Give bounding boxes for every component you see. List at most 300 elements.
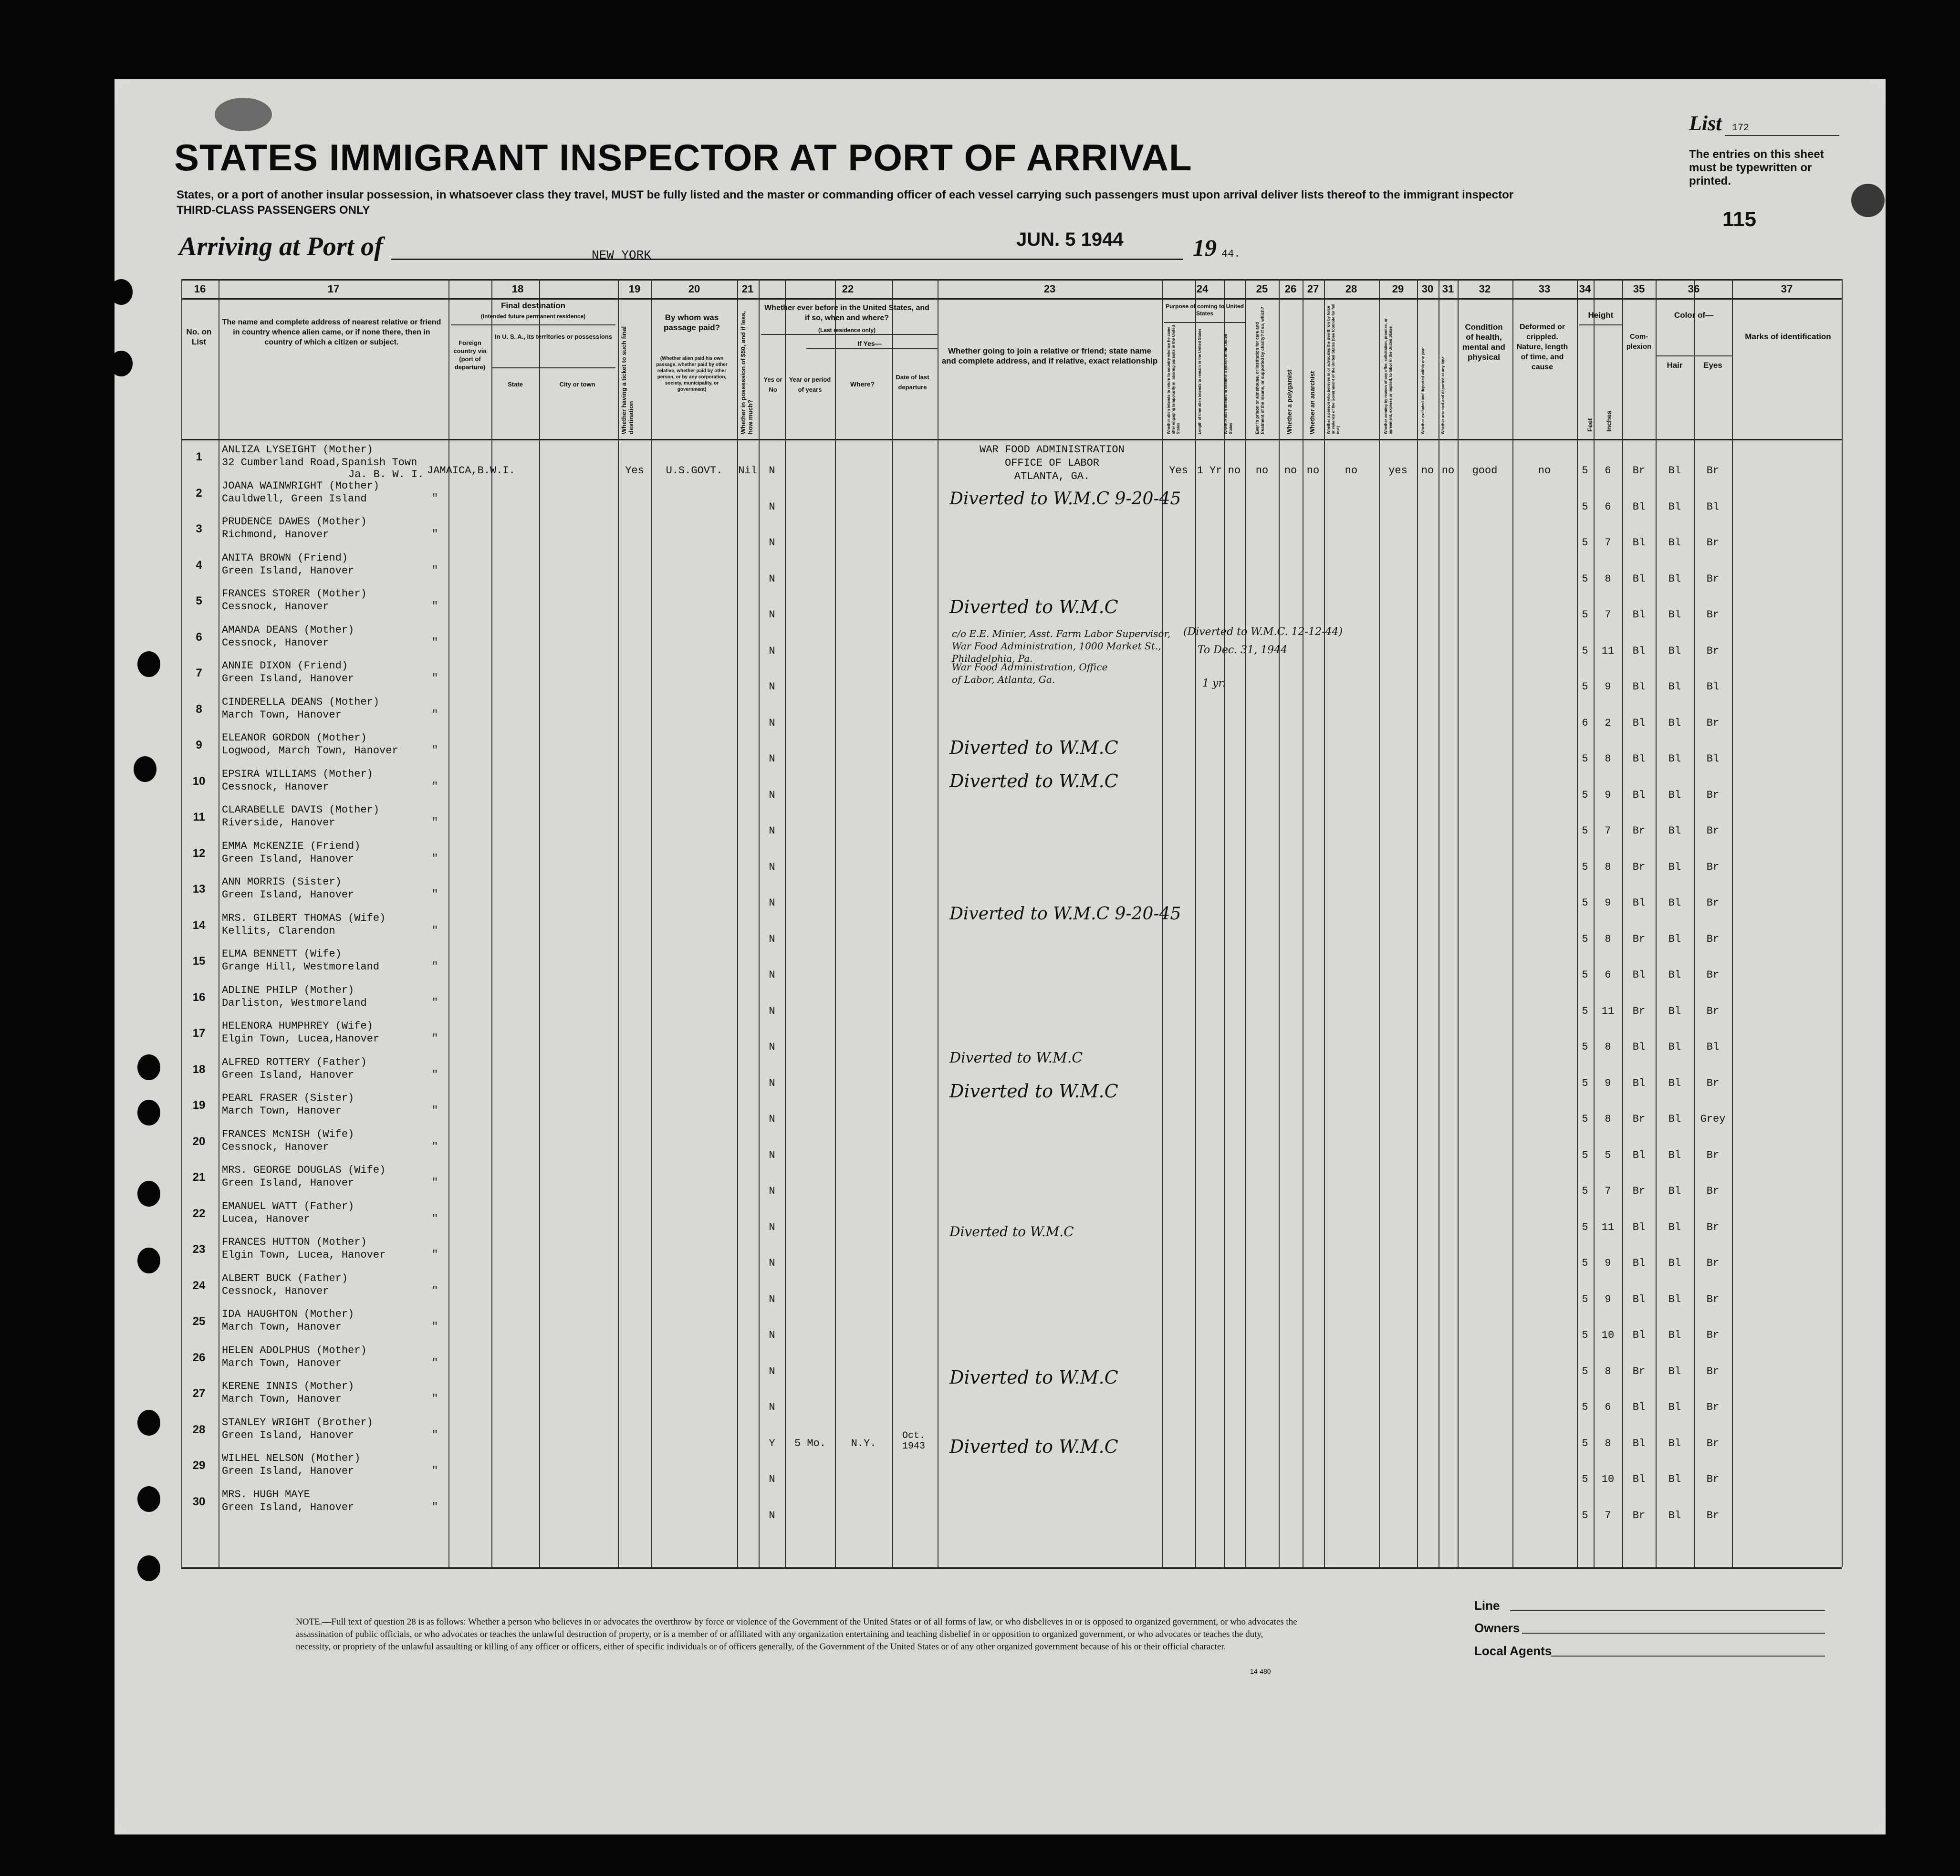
complexion-cell: Br: [1632, 465, 1646, 477]
row-number: 24: [192, 1279, 206, 1292]
handwritten-note: Diverted to W.M.C: [949, 737, 1118, 758]
relative-address: Cessnock, Hanover: [222, 636, 329, 649]
column-number: 27: [1307, 283, 1319, 295]
before-in-us-cell: N: [769, 1257, 775, 1269]
row-number: 18: [192, 1063, 206, 1076]
inches-cell: 8: [1605, 1113, 1611, 1125]
ditto-mark: ": [432, 1068, 438, 1081]
feet-cell: 5: [1582, 1365, 1588, 1377]
period-cell: 5 Mo.: [794, 1437, 826, 1449]
eyes-cell: Br: [1706, 969, 1720, 981]
complexion-cell: Bl: [1632, 1473, 1646, 1485]
table-row: [181, 1164, 1842, 1200]
relative-address: Cessnock, Hanover: [222, 601, 329, 613]
inches-cell: 6: [1605, 500, 1611, 513]
header-purpose-a: Whether alien intends to return to country whence he came after engaging temporarily in laboring pursuits in the United States: [1167, 325, 1180, 434]
before-in-us-cell: N: [769, 465, 775, 477]
relative-name: ANNIE DIXON (Friend): [222, 660, 348, 672]
subheader-rule: [451, 324, 615, 325]
ditto-mark: ": [432, 780, 438, 792]
table-row: [181, 984, 1842, 1020]
header-color-of: Color of—: [1674, 311, 1714, 320]
relative-name: CINDERELLA DEANS (Mother): [222, 696, 380, 708]
hair-cell: Bl: [1668, 969, 1681, 981]
handwritten-note: Diverted to W.M.C: [949, 1436, 1118, 1457]
before-in-us-cell: N: [769, 1365, 775, 1377]
column-number: 37: [1781, 283, 1793, 295]
relative-address: Richmond, Hanover: [222, 529, 329, 541]
header-q28: Whether a person who believes in or advocates the overthrow by force or violence of the Government of the United States (See footnote for full text): [1326, 303, 1340, 434]
before-in-us-cell: N: [769, 1185, 775, 1197]
binder-hole: [110, 351, 133, 376]
header-q29: Whether coming by reason of any offer, solicitation, promise, or agreement, express or implied, to labor in the United States: [1384, 318, 1393, 434]
hair-cell: Bl: [1668, 717, 1681, 729]
row-number: 4: [196, 558, 202, 572]
relative-address: Elgin Town, Lucea,Hanover: [222, 1033, 380, 1045]
inches-cell: 9: [1605, 681, 1611, 693]
hair-cell: Bl: [1668, 465, 1681, 477]
column-number: 33: [1538, 283, 1551, 295]
column-number: 22: [842, 283, 854, 295]
header-bottom-rule: [181, 439, 1842, 440]
relative-name: EMANUEL WATT (Father): [222, 1200, 354, 1212]
header-purpose-c: Whether alien intends to become a citizen of the United States: [1224, 334, 1233, 434]
eyes-cell: Br: [1706, 1257, 1720, 1269]
line-underline: [1510, 1610, 1825, 1611]
complexion-cell: Bl: [1632, 1221, 1646, 1233]
eyes-cell: Br: [1706, 861, 1720, 873]
feet-cell: 5: [1582, 681, 1588, 693]
table-row: [181, 1272, 1842, 1308]
relative-name: PEARL FRASER (Sister): [222, 1092, 354, 1104]
row-number: 22: [192, 1207, 206, 1220]
relative-name: ANLIZA LYSEIGHT (Mother): [222, 444, 373, 456]
relative-address: Green Island, Hanover: [222, 1069, 354, 1081]
complexion-cell: Br: [1632, 1185, 1646, 1197]
list-underline: [1725, 135, 1839, 136]
table-row: [181, 1308, 1842, 1344]
inches-cell: 10: [1601, 1329, 1615, 1341]
complexion-cell: Bl: [1632, 1257, 1646, 1269]
row-number: 6: [196, 630, 202, 644]
complexion-cell: Bl: [1632, 500, 1646, 513]
colnum-rule: [181, 298, 1842, 300]
before-in-us-cell: N: [769, 753, 775, 765]
inches-cell: 7: [1605, 1185, 1611, 1197]
feet-cell: 5: [1582, 1509, 1588, 1522]
column-rule: [1842, 279, 1843, 1567]
hair-cell: Bl: [1668, 1113, 1681, 1125]
before-in-us-cell: N: [769, 1221, 775, 1233]
binder-hole: [137, 1555, 160, 1581]
feet-cell: 5: [1582, 1113, 1588, 1125]
inches-cell: 7: [1605, 537, 1611, 549]
eyes-cell: Br: [1706, 825, 1720, 837]
feet-cell: 5: [1582, 1293, 1588, 1305]
hair-cell: Bl: [1668, 1329, 1681, 1341]
relative-name: FRANCES McNISH (Wife): [222, 1128, 354, 1140]
owners-underline: [1522, 1633, 1825, 1634]
feet-cell: 5: [1582, 1401, 1588, 1413]
table-row: [181, 696, 1842, 732]
inches-cell: 5: [1605, 1149, 1611, 1161]
ditto-mark: ": [432, 888, 438, 900]
table-row: [181, 444, 1842, 479]
handwritten-note: Diverted to W.M.C 9-20-45: [949, 904, 1181, 924]
header-final-destination-note: (Intended future permanent residence): [480, 313, 586, 320]
ditto-mark: ": [432, 1465, 438, 1477]
ditto-mark: ": [432, 1393, 438, 1405]
inches-cell: 7: [1605, 609, 1611, 621]
inches-cell: 9: [1605, 1293, 1611, 1305]
table-row: [181, 1489, 1842, 1524]
relative-address: Green Island, Hanover: [222, 1501, 354, 1513]
column-number: 34: [1579, 283, 1591, 295]
hair-cell: Bl: [1668, 1473, 1681, 1485]
header-purpose-b: Length of time alien intends to remain in the United States: [1198, 328, 1202, 434]
excluded-cell: no: [1421, 465, 1434, 477]
feet-cell: 5: [1582, 1257, 1588, 1269]
local-agents-label: Local Agents: [1474, 1644, 1552, 1658]
feet-cell: 5: [1582, 645, 1588, 657]
relative-address: 32 Cumberland Road,Spanish Town: [222, 457, 417, 469]
row-number: 20: [192, 1135, 206, 1148]
table-bottom-rule: [181, 1567, 1842, 1569]
ink-stain: [1851, 184, 1885, 217]
handwritten-note: (Diverted to W.M.C. 12-12-44): [1183, 626, 1343, 638]
column-number: 29: [1392, 283, 1404, 295]
relative-name: PRUDENCE DAWES (Mother): [222, 516, 367, 528]
handwritten-note: War Food Administration, Office of Labor, Atlanta, Ga.: [952, 661, 1108, 685]
binder-hole: [137, 1248, 160, 1273]
inches-cell: 8: [1605, 1041, 1611, 1053]
inches-cell: 11: [1601, 1221, 1615, 1233]
table-top-rule: [181, 279, 1842, 281]
ditto-mark: ": [432, 1356, 438, 1369]
before-in-us-cell: N: [769, 681, 775, 693]
handwritten-note: Diverted to W.M.C: [949, 1050, 1083, 1066]
entries-instruction: The entries on this sheet must be typewritten or printed.: [1689, 148, 1824, 188]
purpose-a-cell: Yes: [1169, 465, 1188, 477]
inches-cell: 6: [1605, 969, 1611, 981]
eyes-cell: Br: [1706, 465, 1720, 477]
before-in-us-cell: N: [769, 537, 775, 549]
binder-hole: [137, 1181, 160, 1207]
feet-cell: 5: [1582, 1221, 1588, 1233]
complexion-cell: Br: [1632, 1113, 1646, 1125]
handwritten-note: To Dec. 31, 1944: [1198, 644, 1288, 656]
header-arrested: Whether arrested and deported at any time: [1441, 356, 1445, 434]
ditto-mark: ": [432, 672, 438, 684]
relative-name: EPSIRA WILLIAMS (Mother): [222, 768, 373, 780]
column-number: 26: [1284, 283, 1297, 295]
ditto-mark: ": [432, 600, 438, 612]
ink-stain: [215, 98, 272, 131]
complexion-cell: Br: [1632, 1365, 1646, 1377]
eyes-cell: Br: [1706, 537, 1720, 549]
complexion-cell: Br: [1632, 861, 1646, 873]
complexion-cell: Bl: [1632, 609, 1646, 621]
manifest-sheet: [115, 79, 1886, 1834]
ditto-mark: ": [432, 564, 438, 576]
ditto-mark: ": [432, 1321, 438, 1333]
handwritten-note: Diverted to W.M.C: [949, 1224, 1074, 1240]
feet-cell: 5: [1582, 1473, 1588, 1485]
feet-cell: 5: [1582, 1185, 1588, 1197]
header-ticket: Whether having a ticket to such final destination: [620, 326, 635, 434]
eyes-cell: Br: [1706, 1473, 1720, 1485]
relative-name: ADLINE PHILP (Mother): [222, 984, 354, 996]
handwritten-note: Diverted to W.M.C: [949, 596, 1118, 617]
hair-cell: Bl: [1668, 933, 1681, 945]
complexion-cell: Br: [1632, 825, 1646, 837]
hair-cell: Bl: [1668, 1221, 1681, 1233]
row-number: 28: [192, 1423, 206, 1436]
header-hair: Hair: [1667, 361, 1683, 370]
row-number: 17: [192, 1027, 206, 1040]
table-row: [181, 1236, 1842, 1272]
ditto-mark: ": [432, 528, 438, 540]
eyes-cell: Br: [1706, 1185, 1720, 1197]
row-number: 30: [192, 1495, 206, 1508]
feet-cell: 5: [1582, 1005, 1588, 1017]
inches-cell: 11: [1601, 1005, 1615, 1017]
header-anarchist: Whether an anarchist: [1309, 371, 1316, 434]
feet-cell: 5: [1582, 825, 1588, 837]
hair-cell: Bl: [1668, 609, 1681, 621]
ditto-mark: ": [432, 708, 438, 720]
year-suffix: 44.: [1221, 248, 1241, 260]
before-in-us-cell: N: [769, 1149, 775, 1161]
eyes-cell: Br: [1706, 645, 1720, 657]
header-ever-before: Whether ever before in the United States, and if so, when and where?: [764, 304, 929, 322]
hair-cell: Bl: [1668, 500, 1681, 513]
port-value: NEW YORK: [592, 248, 651, 262]
deformed-cell: no: [1538, 465, 1551, 477]
eyes-cell: Grey: [1700, 1113, 1726, 1125]
header-excluded: Whether excluded and deported within one year: [1421, 347, 1425, 434]
relative-name: ELEANOR GORDON (Mother): [222, 732, 367, 744]
row-number: 8: [196, 702, 202, 716]
before-in-us-cell: N: [769, 969, 775, 981]
relative-name: HELENORA HUMPHREY (Wife): [222, 1020, 373, 1032]
column-number: 28: [1345, 283, 1357, 295]
complexion-cell: Br: [1632, 1005, 1646, 1017]
ditto-mark: ": [432, 1249, 438, 1261]
hair-cell: Bl: [1668, 1185, 1681, 1197]
ditto-mark: ": [432, 1428, 438, 1441]
typed-war-food-3: ATLANTA, GA.: [1014, 470, 1090, 482]
eyes-cell: Br: [1706, 933, 1720, 945]
passage-paid-cell: U.S.GOVT.: [666, 465, 723, 477]
relative-address: Logwood, March Town, Hanover: [222, 745, 398, 757]
relative-name: HELEN ADOLPHUS (Mother): [222, 1344, 367, 1356]
complexion-cell: Bl: [1632, 1401, 1646, 1413]
complexion-cell: Br: [1632, 1509, 1646, 1522]
health-cell: good: [1472, 465, 1498, 477]
before-in-us-cell: N: [769, 717, 775, 729]
inches-cell: 6: [1605, 465, 1611, 477]
column-number: 36: [1688, 283, 1700, 295]
table-row: [181, 1452, 1842, 1488]
header-prison: Ever in prison or almshouse, or institution for care and treatment of the insane, or supported by charity? If so, which?: [1255, 306, 1265, 434]
column-number: 23: [1043, 283, 1056, 295]
row-number: 21: [192, 1171, 206, 1184]
ticket-cell: Yes: [625, 465, 644, 477]
ditto-mark: ": [432, 924, 438, 937]
ditto-mark: ": [432, 1284, 438, 1297]
complexion-cell: Bl: [1632, 1293, 1646, 1305]
header-height: Height: [1588, 311, 1614, 320]
row-number: 10: [192, 774, 206, 788]
ditto-mark: ": [432, 1177, 438, 1188]
ditto-mark: ": [432, 852, 438, 865]
polygamist-cell: no: [1284, 465, 1297, 477]
complexion-cell: Bl: [1632, 753, 1646, 765]
inches-cell: 2: [1605, 717, 1611, 729]
handwritten-note: 1 yr.: [1202, 677, 1226, 689]
ditto-mark: ": [432, 1140, 438, 1153]
relative-address: March Town, Hanover: [222, 1105, 342, 1117]
before-in-us-cell: N: [769, 1509, 775, 1522]
hair-cell: Bl: [1668, 537, 1681, 549]
ditto-mark: ": [432, 996, 438, 1009]
relative-address: Green Island, Hanover: [222, 564, 354, 577]
binder-hole: [137, 651, 160, 677]
hair-cell: Bl: [1668, 861, 1681, 873]
hair-cell: Bl: [1668, 825, 1681, 837]
column-number: 18: [511, 283, 524, 295]
row-number: 1: [196, 450, 202, 463]
ditto-mark: ": [432, 960, 438, 972]
hair-cell: Bl: [1668, 897, 1681, 909]
eyes-cell: Bl: [1706, 1041, 1720, 1053]
complexion-cell: Bl: [1632, 1149, 1646, 1161]
before-in-us-cell: N: [769, 645, 775, 657]
relative-address: March Town, Hanover: [222, 1393, 342, 1405]
header-feet: Feet: [1586, 418, 1594, 432]
before-in-us-cell: Y: [769, 1437, 775, 1449]
purpose-c-cell: no: [1228, 465, 1241, 477]
row-number: 9: [196, 739, 202, 751]
eyes-cell: Br: [1706, 1437, 1720, 1449]
relative-name: MRS. HUGH MAYE: [222, 1488, 310, 1501]
relative-address: Kellits, Clarendon: [222, 925, 335, 937]
relative-address: Elgin Town, Lucea, Hanover: [222, 1249, 386, 1261]
inches-cell: 9: [1605, 789, 1611, 801]
relative-address: Cessnock, Hanover: [222, 1285, 329, 1297]
hair-cell: Bl: [1668, 1365, 1681, 1377]
row-number: 16: [192, 990, 206, 1004]
row-number: 11: [193, 811, 205, 823]
relative-name: JOANA WAINWRIGHT (Mother): [222, 479, 380, 492]
header-ever-before-note: (Last residence only): [818, 327, 876, 334]
ditto-mark: ": [432, 744, 438, 756]
header-nearest-relative: The name and complete address of nearest relative or friend in country whence alien came, or if none there, then in country of which a citizen or subject.: [222, 318, 441, 346]
eyes-cell: Br: [1706, 1293, 1720, 1305]
before-in-us-cell: N: [769, 825, 775, 837]
hair-cell: Bl: [1668, 573, 1681, 585]
feet-cell: 5: [1582, 500, 1588, 513]
where-cell: N.Y.: [851, 1437, 876, 1449]
relative-address: Lucea, Hanover: [222, 1213, 310, 1225]
before-in-us-cell: N: [769, 1401, 775, 1413]
hair-cell: Bl: [1668, 1437, 1681, 1449]
before-in-us-cell: N: [769, 1293, 775, 1305]
feet-cell: 5: [1582, 1077, 1588, 1089]
eyes-cell: Br: [1706, 1005, 1720, 1017]
eyes-cell: Br: [1706, 1365, 1720, 1377]
header-where: Where?: [850, 380, 875, 388]
relative-name: ANITA BROWN (Friend): [222, 552, 348, 564]
inches-cell: 8: [1605, 1437, 1611, 1449]
hair-cell: Bl: [1668, 789, 1681, 801]
feet-cell: 5: [1582, 573, 1588, 585]
passenger-table: [181, 279, 1842, 1584]
relative-name: IDA HAUGHTON (Mother): [222, 1308, 354, 1320]
column-number: 35: [1633, 283, 1645, 295]
table-row: [181, 948, 1842, 984]
inches-cell: 7: [1605, 825, 1611, 837]
inches-cell: 10: [1601, 1473, 1615, 1485]
q29-cell: yes: [1388, 465, 1407, 477]
row-number: 27: [192, 1387, 206, 1400]
table-row: [181, 552, 1842, 588]
owners-label: Owners: [1474, 1621, 1520, 1635]
column-number: 21: [741, 283, 754, 295]
header-if-yes: If Yes—: [857, 340, 882, 347]
relative-name: FRANCES HUTTON (Mother): [222, 1236, 367, 1248]
before-in-us-cell: N: [769, 1005, 775, 1017]
relative-address: March Town, Hanover: [222, 1357, 342, 1369]
before-in-us-cell: N: [769, 500, 775, 513]
header-marks: Marks of identification: [1745, 332, 1831, 341]
binder-hole: [137, 1486, 160, 1512]
list-number: 172: [1732, 123, 1750, 134]
feet-cell: 5: [1582, 789, 1588, 801]
header-health: Condition of health, mental and physical: [1462, 323, 1505, 362]
before-in-us-cell: N: [769, 1077, 775, 1089]
feet-cell: 5: [1582, 1329, 1588, 1341]
complexion-cell: Bl: [1632, 537, 1646, 549]
relative-name: ANN MORRIS (Sister): [222, 876, 342, 888]
table-row: [181, 804, 1842, 840]
relative-name: ALBERT BUCK (Father): [222, 1272, 348, 1284]
before-in-us-cell: N: [769, 933, 775, 945]
binder-hole: [137, 1054, 160, 1080]
row-number: 14: [192, 918, 206, 932]
eyes-cell: Br: [1706, 897, 1720, 909]
inches-cell: 8: [1605, 753, 1611, 765]
line-label: Line: [1474, 1598, 1500, 1613]
complexion-cell: Bl: [1632, 1329, 1646, 1341]
header-last-departure: Date of last departure: [896, 374, 929, 391]
feet-cell: 5: [1582, 969, 1588, 981]
relative-name: MRS. GILBERT THOMAS (Wife): [222, 912, 386, 924]
before-in-us-cell: N: [769, 609, 775, 621]
eyes-cell: Br: [1706, 1509, 1720, 1522]
before-in-us-cell: N: [769, 1473, 775, 1485]
binder-hole: [137, 1100, 160, 1126]
inches-cell: 7: [1605, 1509, 1611, 1522]
ditto-mark: ": [432, 1212, 438, 1225]
header-purpose: Purpose of coming to United States: [1166, 303, 1244, 317]
column-number: 24: [1196, 283, 1209, 295]
header-no-on-list: No. on List: [186, 327, 212, 346]
header-passage-paid: By whom was passage paid?: [663, 313, 720, 332]
relative-name: CLARABELLE DAVIS (Mother): [222, 804, 380, 816]
hair-cell: Bl: [1668, 645, 1681, 657]
